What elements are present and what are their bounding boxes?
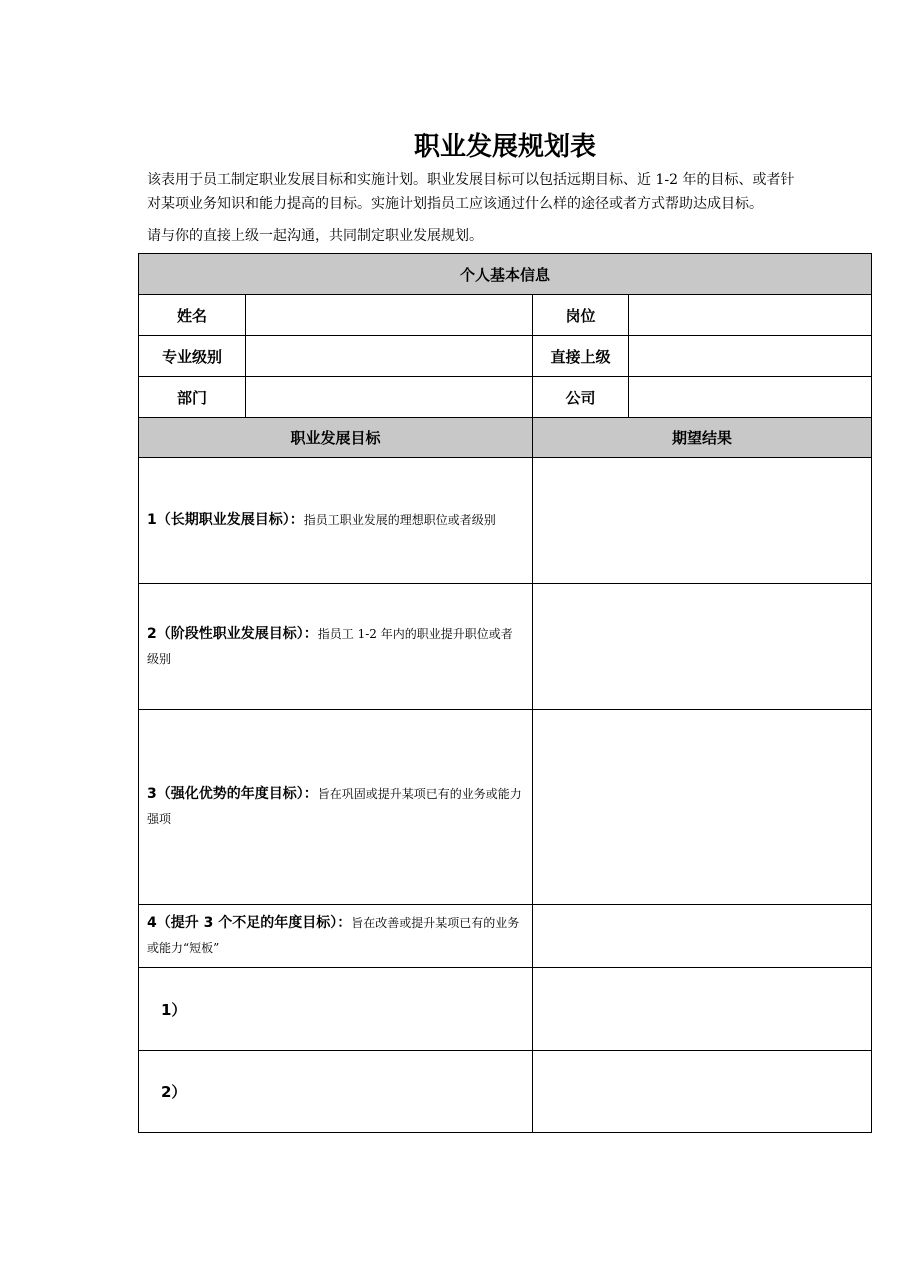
goal-title: 4（提升 3 个不足的年度目标）：	[147, 915, 352, 931]
result-field-2[interactable]	[533, 584, 872, 710]
goal-cell-4	[139, 905, 533, 968]
basic-info-header-row	[139, 254, 872, 295]
intro-note	[147, 224, 877, 248]
name-field[interactable]	[246, 295, 533, 336]
result-field-1[interactable]	[533, 458, 872, 584]
result-header: 期望结果	[533, 418, 872, 458]
goal-title: 3（强化优势的年度目标）：	[147, 786, 318, 802]
goals-header-row	[139, 418, 872, 458]
goal-cell-2	[139, 584, 533, 710]
sub-item-row	[139, 968, 872, 1051]
position-label: 岗位	[533, 295, 629, 336]
goal-header: 职业发展目标	[139, 418, 533, 458]
level-label: 专业级别	[139, 336, 246, 377]
sub-item-row	[139, 1051, 872, 1133]
intro-line-1: 该表用于员工制定职业发展目标和实施计划。职业发展目标可以包括远期目标、近 1-2 年的目标、或者针	[147, 172, 795, 188]
sub-result-field-2[interactable]	[533, 1051, 872, 1133]
goal-title: 2（阶段性职业发展目标）：	[147, 625, 318, 642]
sub-result-field-1[interactable]	[533, 968, 872, 1051]
goal-desc: 旨在巩固或提升某项已有的业务或能力强项	[147, 787, 522, 826]
supervisor-label: 直接上级	[533, 336, 629, 377]
sub-item-1[interactable]: 1）	[139, 968, 533, 1051]
basic-info-header: 个人基本信息	[139, 254, 872, 295]
career-plan-table	[138, 253, 872, 1133]
goal-row	[139, 458, 872, 584]
company-field[interactable]	[629, 377, 872, 418]
intro-line-2: 对某项业务知识和能力提高的目标。实施计划指员工应该通过什么样的途径或者方式帮助达成目标。	[147, 196, 763, 212]
goal-desc: 指员工职业发展的理想职位或者级别	[303, 513, 496, 527]
sub-item-2[interactable]: 2）	[139, 1051, 533, 1133]
page-title: 职业发展规划表	[413, 132, 596, 162]
goal-row	[139, 584, 872, 710]
goal-cell-3	[139, 710, 533, 905]
goal-desc: 旨在改善或提升某项已有的业务或能力“短板”	[147, 916, 520, 955]
level-field[interactable]	[246, 336, 533, 377]
result-field-3[interactable]	[533, 710, 872, 905]
name-label: 姓名	[139, 295, 246, 336]
table-row	[139, 336, 872, 377]
goal-title: 1（长期职业发展目标）：	[147, 512, 304, 528]
supervisor-field[interactable]	[629, 336, 872, 377]
result-field-4[interactable]	[533, 905, 872, 968]
position-field[interactable]	[629, 295, 872, 336]
intro-text	[147, 168, 877, 216]
goal-row	[139, 710, 872, 905]
table-row	[139, 377, 872, 418]
table-row	[139, 295, 872, 336]
goal-row	[139, 905, 872, 968]
department-label: 部门	[139, 377, 246, 418]
company-label: 公司	[533, 377, 629, 418]
intro-line-3: 请与你的直接上级一起沟通，共同制定职业发展规划。	[147, 228, 483, 244]
goal-desc: 指员工 1-2 年内的职业提升职位或者级别	[147, 626, 513, 666]
goal-cell-1	[139, 458, 533, 584]
department-field[interactable]	[246, 377, 533, 418]
